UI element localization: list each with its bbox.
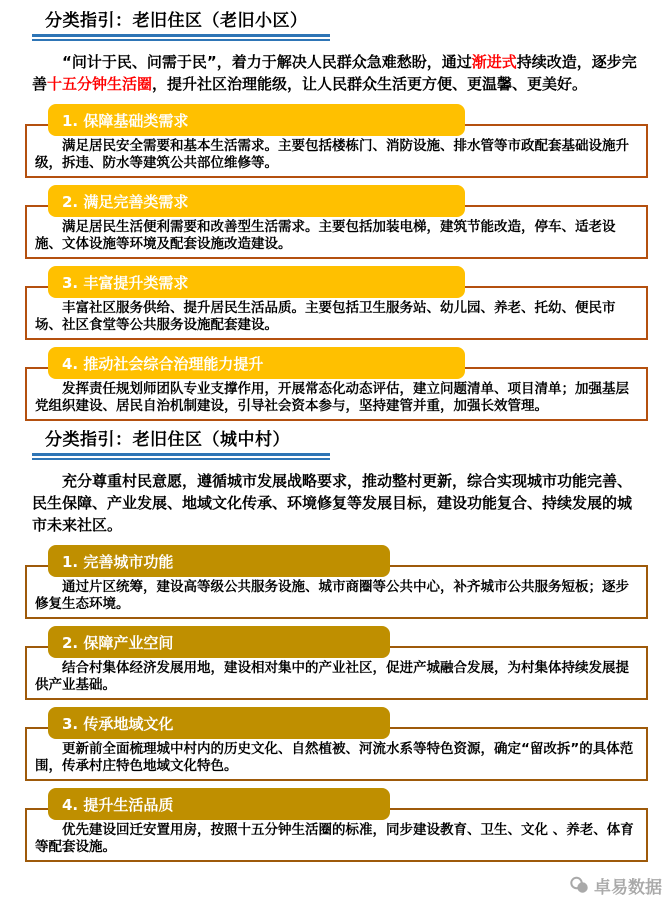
- item-heading: 1. 保障基础类需求: [62, 112, 189, 130]
- section-a-intro: “问计于民、问需于民”，着力于解决人民群众急难愁盼，通过渐进式持续改造，逐步完善十五分钟生活圈，提升社区治理能级，让人民群众生活更方便、更温馨、更美好。: [32, 53, 637, 93]
- item-body: 丰富社区服务供给、提升居民生活品质。主要包括卫生服务站、幼儿园、养老、托幼、便民市场、社区食堂等公共服务设施配套建设。: [35, 300, 616, 333]
- guide-item-b1: [25, 545, 648, 619]
- watermark-text: 卓易数据: [594, 878, 662, 898]
- item-heading: 3. 传承地域文化: [62, 715, 174, 733]
- zhuoyi-data-logo-icon: [569, 876, 590, 895]
- item-body: 满足居民安全需要和基本生活需求。主要包括楼栋门、消防设施、排水管等市政配套基础设施升级，拆违、防水等建筑公共部位维修等。: [35, 138, 629, 171]
- guide-item-a4: [25, 347, 648, 421]
- item-body: 结合村集体经济发展用地，建设相对集中的产业社区，促进产城融合发展，为村集体持续发展提供产业基础。: [35, 660, 629, 693]
- item-heading: 4. 提升生活品质: [62, 796, 174, 814]
- item-heading-tab: [48, 626, 390, 658]
- section-urban-village: [25, 429, 648, 862]
- item-heading-tab: [48, 545, 390, 577]
- item-body: 满足居民生活便利需要和改善型生活需求。主要包括加装电梯，建筑节能改造，停车、适老设施、文体设施等环境及配套设施改造建设。: [35, 219, 616, 252]
- section-b-intro: 充分尊重村民意愿，遵循城市发展战略要求，推动整村更新，综合实现城市功能完善、民生保障、产业发展、地域文化传承、环境修复等发展目标，建设功能复合、持续发展的城市未来社区。: [32, 472, 633, 534]
- section-b-title: 分类指引：老旧住区（城中村）: [45, 430, 290, 450]
- guide-item-a2: [25, 185, 648, 259]
- item-body: 优先建设回迁安置用房，按照十五分钟生活圈的标准，同步建设教育、卫生、文化 、养老、体育等配套设施。: [35, 822, 634, 855]
- item-heading-tab: [48, 707, 390, 739]
- item-heading: 2. 满足完善类需求: [62, 193, 189, 211]
- guide-item-b4: [25, 788, 648, 862]
- item-heading: 3. 丰富提升类需求: [62, 274, 189, 292]
- item-heading-tab: [48, 104, 465, 136]
- guide-item-b3: [25, 707, 648, 781]
- item-heading-tab: [48, 788, 390, 820]
- item-heading-tab: [48, 347, 465, 379]
- item-body: 通过片区统筹，建设高等级公共服务设施、城市商圈等公共中心，补齐城市公共服务短板；逐步修复生态环境。: [35, 579, 629, 612]
- watermark: [569, 873, 662, 898]
- item-heading-tab: [48, 185, 465, 217]
- section-old-community: [25, 10, 648, 421]
- item-body: 更新前全面梳理城中村内的历史文化、自然植被、河流水系等特色资源，确定“留改拆”的具体范围，传承村庄特色地域文化特色。: [35, 741, 634, 774]
- item-heading: 4. 推动社会综合治理能力提升: [62, 355, 264, 373]
- section-a-title: 分类指引：老旧住区（老旧小区）: [45, 11, 308, 31]
- item-heading: 2. 保障产业空间: [62, 634, 174, 652]
- guide-item-a3: [25, 266, 648, 340]
- guide-item-b2: [25, 626, 648, 700]
- item-body: 发挥责任规划师团队专业支撑作用，开展常态化动态评估，建立问题清单、项目清单；加强基层党组织建设、居民自治机制建设，引导社会资本参与，坚持建管并重，加强长效管理。: [35, 381, 629, 414]
- section-b-title-underline: [32, 453, 330, 460]
- item-heading: 1. 完善城市功能: [62, 553, 174, 571]
- guide-item-a1: [25, 104, 648, 178]
- section-a-title-underline: [32, 34, 330, 41]
- item-heading-tab: [48, 266, 465, 298]
